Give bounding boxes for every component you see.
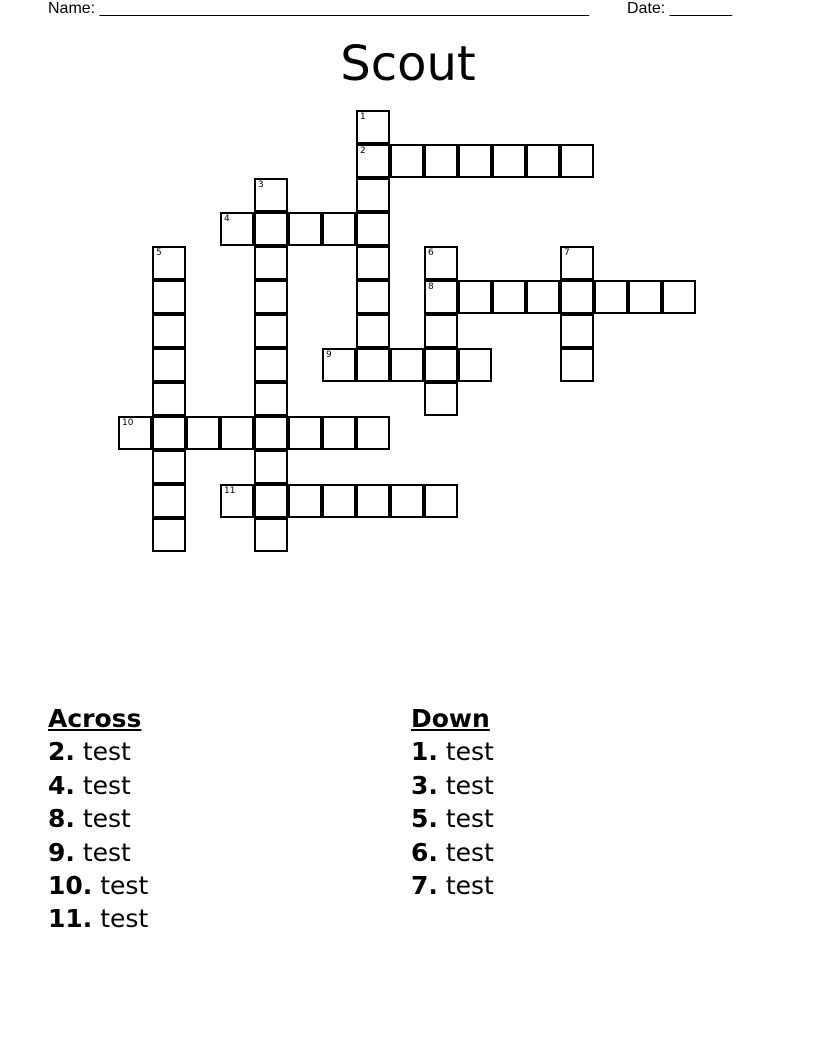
grid-cell[interactable] bbox=[152, 416, 186, 450]
clue-item bbox=[48, 769, 148, 802]
cell-number: 1 bbox=[360, 112, 366, 122]
grid-cell[interactable] bbox=[254, 416, 288, 450]
clue-number: 10. bbox=[48, 871, 93, 901]
clue-number: 4. bbox=[48, 770, 75, 800]
grid-cell[interactable] bbox=[288, 484, 322, 518]
grid-cell[interactable] bbox=[356, 314, 390, 348]
clue-number: 8. bbox=[48, 804, 75, 834]
cell-number: 5 bbox=[156, 248, 162, 258]
cell-number: 3 bbox=[258, 180, 264, 190]
grid-cell[interactable] bbox=[356, 280, 390, 314]
clue-text: test bbox=[437, 804, 494, 834]
grid-cell[interactable] bbox=[254, 212, 288, 246]
clue-text: test bbox=[74, 770, 131, 800]
grid-cell[interactable] bbox=[254, 314, 288, 348]
cell-number: 8 bbox=[428, 282, 434, 292]
grid-cell[interactable] bbox=[356, 212, 390, 246]
grid-cell[interactable] bbox=[526, 144, 560, 178]
grid-cell[interactable] bbox=[152, 348, 186, 382]
clue-number: 9. bbox=[48, 837, 75, 867]
clue-text: test bbox=[437, 871, 494, 901]
grid-cell[interactable] bbox=[560, 144, 594, 178]
grid-cell[interactable] bbox=[254, 348, 288, 382]
cell-number: 4 bbox=[224, 214, 230, 224]
clue-item bbox=[411, 735, 494, 768]
grid-cell[interactable] bbox=[220, 212, 254, 246]
clue-number: 3. bbox=[411, 770, 438, 800]
grid-cell[interactable] bbox=[662, 280, 696, 314]
grid-cell[interactable] bbox=[390, 348, 424, 382]
grid-cell[interactable] bbox=[356, 246, 390, 280]
grid-cell[interactable] bbox=[288, 416, 322, 450]
grid-cell[interactable] bbox=[220, 484, 254, 518]
grid-cell[interactable] bbox=[458, 144, 492, 178]
clue-item bbox=[48, 836, 148, 869]
clue-text: test bbox=[437, 737, 494, 767]
grid-cell[interactable] bbox=[152, 382, 186, 416]
grid-cell[interactable] bbox=[356, 484, 390, 518]
clue-text: test bbox=[437, 770, 494, 800]
clue-item bbox=[411, 769, 494, 802]
grid-cell[interactable] bbox=[254, 484, 288, 518]
grid-cell[interactable] bbox=[152, 450, 186, 484]
across-clues bbox=[48, 702, 148, 936]
clue-text: test bbox=[74, 737, 131, 767]
clue-item bbox=[411, 836, 494, 869]
clue-item bbox=[48, 902, 148, 935]
clue-text: test bbox=[92, 871, 149, 901]
grid-cell[interactable] bbox=[322, 212, 356, 246]
clue-number: 1. bbox=[411, 737, 438, 767]
grid-cell[interactable] bbox=[424, 144, 458, 178]
grid-cell[interactable] bbox=[424, 314, 458, 348]
clue-item bbox=[411, 802, 494, 835]
clue-text: test bbox=[74, 837, 131, 867]
grid-cell[interactable] bbox=[356, 178, 390, 212]
grid-cell[interactable] bbox=[152, 484, 186, 518]
grid-cell[interactable] bbox=[288, 212, 322, 246]
grid-cell[interactable] bbox=[322, 348, 356, 382]
grid-cell[interactable] bbox=[254, 246, 288, 280]
cell-number: 6 bbox=[428, 248, 434, 258]
grid-cell[interactable] bbox=[458, 348, 492, 382]
clue-item bbox=[48, 802, 148, 835]
grid-cell[interactable] bbox=[424, 484, 458, 518]
clue-number: 5. bbox=[411, 804, 438, 834]
clue-text: test bbox=[92, 904, 149, 934]
grid-cell[interactable] bbox=[356, 110, 390, 144]
down-heading: Down bbox=[411, 704, 490, 733]
grid-cell[interactable] bbox=[356, 416, 390, 450]
cell-number: 2 bbox=[360, 146, 366, 156]
grid-cell[interactable] bbox=[356, 144, 390, 178]
grid-cell[interactable] bbox=[560, 348, 594, 382]
grid-cell[interactable] bbox=[152, 280, 186, 314]
grid-cell[interactable] bbox=[152, 246, 186, 280]
grid-cell[interactable] bbox=[356, 348, 390, 382]
grid-cell[interactable] bbox=[254, 178, 288, 212]
cell-number: 7 bbox=[564, 248, 570, 258]
clue-number: 11. bbox=[48, 904, 93, 934]
clue-text: test bbox=[74, 804, 131, 834]
grid-cell[interactable] bbox=[526, 280, 560, 314]
grid-cell[interactable] bbox=[560, 246, 594, 280]
grid-cell[interactable] bbox=[152, 518, 186, 552]
grid-cell[interactable] bbox=[254, 518, 288, 552]
grid-cell[interactable] bbox=[628, 280, 662, 314]
across-heading: Across bbox=[48, 704, 142, 733]
grid-cell[interactable] bbox=[186, 416, 220, 450]
clue-item bbox=[48, 869, 148, 902]
grid-cell[interactable] bbox=[560, 280, 594, 314]
page-title: Scout bbox=[340, 36, 476, 92]
grid-cell[interactable] bbox=[322, 484, 356, 518]
grid-cell[interactable] bbox=[492, 280, 526, 314]
grid-cell[interactable] bbox=[458, 280, 492, 314]
down-clues bbox=[411, 702, 494, 902]
grid-cell[interactable] bbox=[424, 280, 458, 314]
clue-item bbox=[48, 735, 148, 768]
grid-cell[interactable] bbox=[424, 382, 458, 416]
grid-cell[interactable] bbox=[560, 314, 594, 348]
clue-item bbox=[411, 869, 494, 902]
grid-cell[interactable] bbox=[254, 382, 288, 416]
grid-cell[interactable] bbox=[118, 416, 152, 450]
cell-number: 10 bbox=[122, 418, 134, 428]
grid-cell[interactable] bbox=[220, 416, 254, 450]
date-field-label: Date: _______ bbox=[627, 0, 732, 17]
grid-cell[interactable] bbox=[322, 416, 356, 450]
clue-number: 7. bbox=[411, 871, 438, 901]
name-field-label: Name: _______________________________________________________ bbox=[48, 0, 589, 17]
grid-cell[interactable] bbox=[390, 484, 424, 518]
grid-cell[interactable] bbox=[254, 280, 288, 314]
grid-cell[interactable] bbox=[254, 450, 288, 484]
clue-text: test bbox=[437, 837, 494, 867]
grid-cell[interactable] bbox=[424, 348, 458, 382]
grid-cell[interactable] bbox=[424, 246, 458, 280]
clue-number: 2. bbox=[48, 737, 75, 767]
grid-cell[interactable] bbox=[492, 144, 526, 178]
grid-cell[interactable] bbox=[594, 280, 628, 314]
grid-cell[interactable] bbox=[152, 314, 186, 348]
cell-number: 11 bbox=[224, 486, 236, 496]
clue-number: 6. bbox=[411, 837, 438, 867]
grid-cell[interactable] bbox=[390, 144, 424, 178]
cell-number: 9 bbox=[326, 350, 332, 360]
